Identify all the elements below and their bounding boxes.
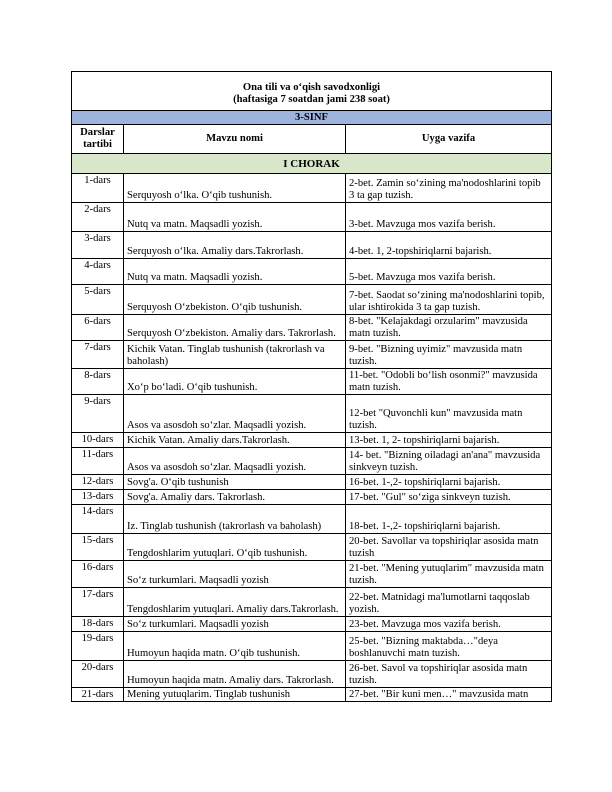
lesson-number: 11-dars — [72, 448, 124, 475]
document — [71, 71, 551, 702]
lesson-topic: Asos va asosdoh so‘zlar. Maqsadli yozish. — [124, 395, 346, 433]
lesson-homework: 9-bet. "Bizning uyimiz" mavzusida matn tuzish. — [346, 341, 552, 369]
table-row — [72, 661, 552, 688]
lesson-number: 17-dars — [72, 588, 124, 617]
document-title: Ona tili va o‘qish savodxonligi — [242, 82, 381, 93]
lesson-topic: Sovg'a. Amaliy dars. Takrorlash. — [124, 490, 346, 505]
lesson-topic: Kichik Vatan. Amaliy dars.Takrorlash. — [124, 433, 346, 448]
lesson-number: 10-dars — [72, 433, 124, 448]
lesson-number: 13-dars — [72, 490, 124, 505]
lesson-number: 14-dars — [72, 505, 124, 534]
lesson-topic: Sovg'a. O‘qib tushunish — [124, 475, 346, 490]
lesson-number: 19-dars — [72, 632, 124, 661]
lesson-topic: Tengdoshlarim yutuqlari. Amaliy dars.Takrorlash. — [124, 588, 346, 617]
lesson-topic: So‘z turkumlari. Maqsadli yozish — [124, 561, 346, 588]
lesson-topic: Humoyun haqida matn. Amaliy dars. Takrorlash. — [124, 661, 346, 688]
table-row — [72, 285, 552, 315]
table-row — [72, 505, 552, 534]
lesson-homework: 20-bet. Savollar va topshiriqlar asosida matn tuzish — [346, 534, 552, 561]
lesson-topic: Tengdoshlarim yutuqlari. O‘qib tushunish. — [124, 534, 346, 561]
lesson-number: 15-dars — [72, 534, 124, 561]
lesson-homework: 2-bet. Zamin so‘zining ma'nodoshlarini topib 3 ta gap tuzish. — [346, 174, 552, 203]
lesson-topic: Mening yutuqlarim. Tinglab tushunish — [124, 688, 346, 702]
header-homework: Uyga vazifa — [346, 125, 552, 154]
lesson-homework: 13-bet. 1, 2- topshiriqlarni bajarish. — [346, 433, 552, 448]
lesson-number: 20-dars — [72, 661, 124, 688]
lesson-topic: Nutq va matn. Maqsadli yozish. — [124, 259, 346, 285]
lesson-topic: Serquyosh O‘zbekiston. O‘qib tushunish. — [124, 285, 346, 315]
lesson-number: 5-dars — [72, 285, 124, 315]
table-row — [72, 315, 552, 341]
table-row — [72, 632, 552, 661]
lesson-number: 2-dars — [72, 203, 124, 232]
lesson-topic: Iz. Tinglab tushunish (takrorlash va baholash) — [124, 505, 346, 534]
table-row — [72, 561, 552, 588]
header-topic: Mavzu nomi — [124, 125, 346, 154]
lesson-homework: 12-bet "Quvonchli kun" mavzusida matn tuzish. — [346, 395, 552, 433]
lesson-topic: Serquyosh o‘lka. Amaliy dars.Takrorlash. — [124, 232, 346, 259]
lesson-topic: Serquyosh o‘lka. O‘qib tushunish. — [124, 174, 346, 203]
lesson-number: 16-dars — [72, 561, 124, 588]
lesson-number: 3-dars — [72, 232, 124, 259]
table-row — [72, 534, 552, 561]
quarter-label: I CHORAK — [72, 154, 552, 174]
lesson-homework: 3-bet. Mavzuga mos vazifa berish. — [346, 203, 552, 232]
lesson-homework: 8-bet. "Kelajakdagi orzularim" mavzusida matn tuzish. — [346, 315, 552, 341]
curriculum-table — [71, 71, 552, 702]
table-row — [72, 688, 552, 702]
title-row — [72, 72, 552, 111]
lesson-number: 1-dars — [72, 174, 124, 203]
lesson-homework: 14- bet. "Bizning oiladagi an'ana" mavzusida sinkveyn tuzish. — [346, 448, 552, 475]
lesson-number: 8-dars — [72, 369, 124, 395]
lesson-homework: 22-bet. Matnidagi ma'lumotlarni taqqoslab yozish. — [346, 588, 552, 617]
table-row — [72, 341, 552, 369]
header-lesson: Darslar tartibi — [72, 125, 124, 154]
lesson-number: 18-dars — [72, 617, 124, 632]
lesson-number: 4-dars — [72, 259, 124, 285]
table-row — [72, 588, 552, 617]
lesson-homework: 17-bet. "Gul" so‘ziga sinkveyn tuzish. — [346, 490, 552, 505]
lesson-number: 9-dars — [72, 395, 124, 433]
table-row — [72, 475, 552, 490]
lesson-topic: Xo‘p bo‘ladi. O‘qib tushunish. — [124, 369, 346, 395]
lesson-number: 7-dars — [72, 341, 124, 369]
lesson-topic: So‘z turkumlari. Maqsadli yozish — [124, 617, 346, 632]
lesson-topic: Kichik Vatan. Tinglab tushunish (takrorlash va baholash) — [124, 341, 346, 369]
grade-label: 3-SINF — [72, 111, 552, 125]
table-row — [72, 369, 552, 395]
lesson-homework: 5-bet. Mavzuga mos vazifa berish. — [346, 259, 552, 285]
lesson-number: 6-dars — [72, 315, 124, 341]
lesson-number: 21-dars — [72, 688, 124, 702]
lesson-homework: 25-bet. "Bizning maktabda…"deya boshlanuvchi matn tuzish. — [346, 632, 552, 661]
grade-row — [72, 111, 552, 125]
lesson-homework: 23-bet. Mavzuga mos vazifa berish. — [346, 617, 552, 632]
table-row — [72, 395, 552, 433]
lesson-topic: Asos va asosdoh so‘zlar. Maqsadli yozish. — [124, 448, 346, 475]
lesson-topic: Serquyosh O‘zbekiston. Amaliy dars. Takrorlash. — [124, 315, 346, 341]
table-row — [72, 232, 552, 259]
lesson-homework: 4-bet. 1, 2-topshiriqlarni bajarish. — [346, 232, 552, 259]
table-row — [72, 259, 552, 285]
title-cell — [72, 72, 552, 111]
table-row — [72, 174, 552, 203]
table-row — [72, 490, 552, 505]
lesson-homework: 26-bet. Savol va topshiriqlar asosida matn tuzish. — [346, 661, 552, 688]
table-row — [72, 617, 552, 632]
lesson-homework: 21-bet. "Mening yutuqlarim" mavzusida matn tuzish. — [346, 561, 552, 588]
lesson-number: 12-dars — [72, 475, 124, 490]
lesson-homework: 7-bet. Saodat so‘zining ma'nodoshlarini topib, ular ishtirokida 3 ta gap tuzish. — [346, 285, 552, 315]
document-subtitle: (haftasiga 7 soatdan jami 238 soat) — [233, 94, 390, 105]
lesson-homework: 18-bet. 1-,2- topshiriqlarni bajarish. — [346, 505, 552, 534]
lesson-topic: Nutq va matn. Maqsadli yozish. — [124, 203, 346, 232]
lesson-homework: 27-bet. "Bir kuni men…" mavzusida matn — [346, 688, 552, 702]
quarter-row — [72, 154, 552, 174]
table-row — [72, 448, 552, 475]
table-row — [72, 433, 552, 448]
lesson-topic: Humoyun haqida matn. O‘qib tushunish. — [124, 632, 346, 661]
lesson-homework: 11-bet. "Odobli bo‘lish osonmi?" mavzusida matn tuzish. — [346, 369, 552, 395]
header-row — [72, 125, 552, 154]
table-row — [72, 203, 552, 232]
lesson-homework: 16-bet. 1-,2- topshiriqlarni bajarish. — [346, 475, 552, 490]
